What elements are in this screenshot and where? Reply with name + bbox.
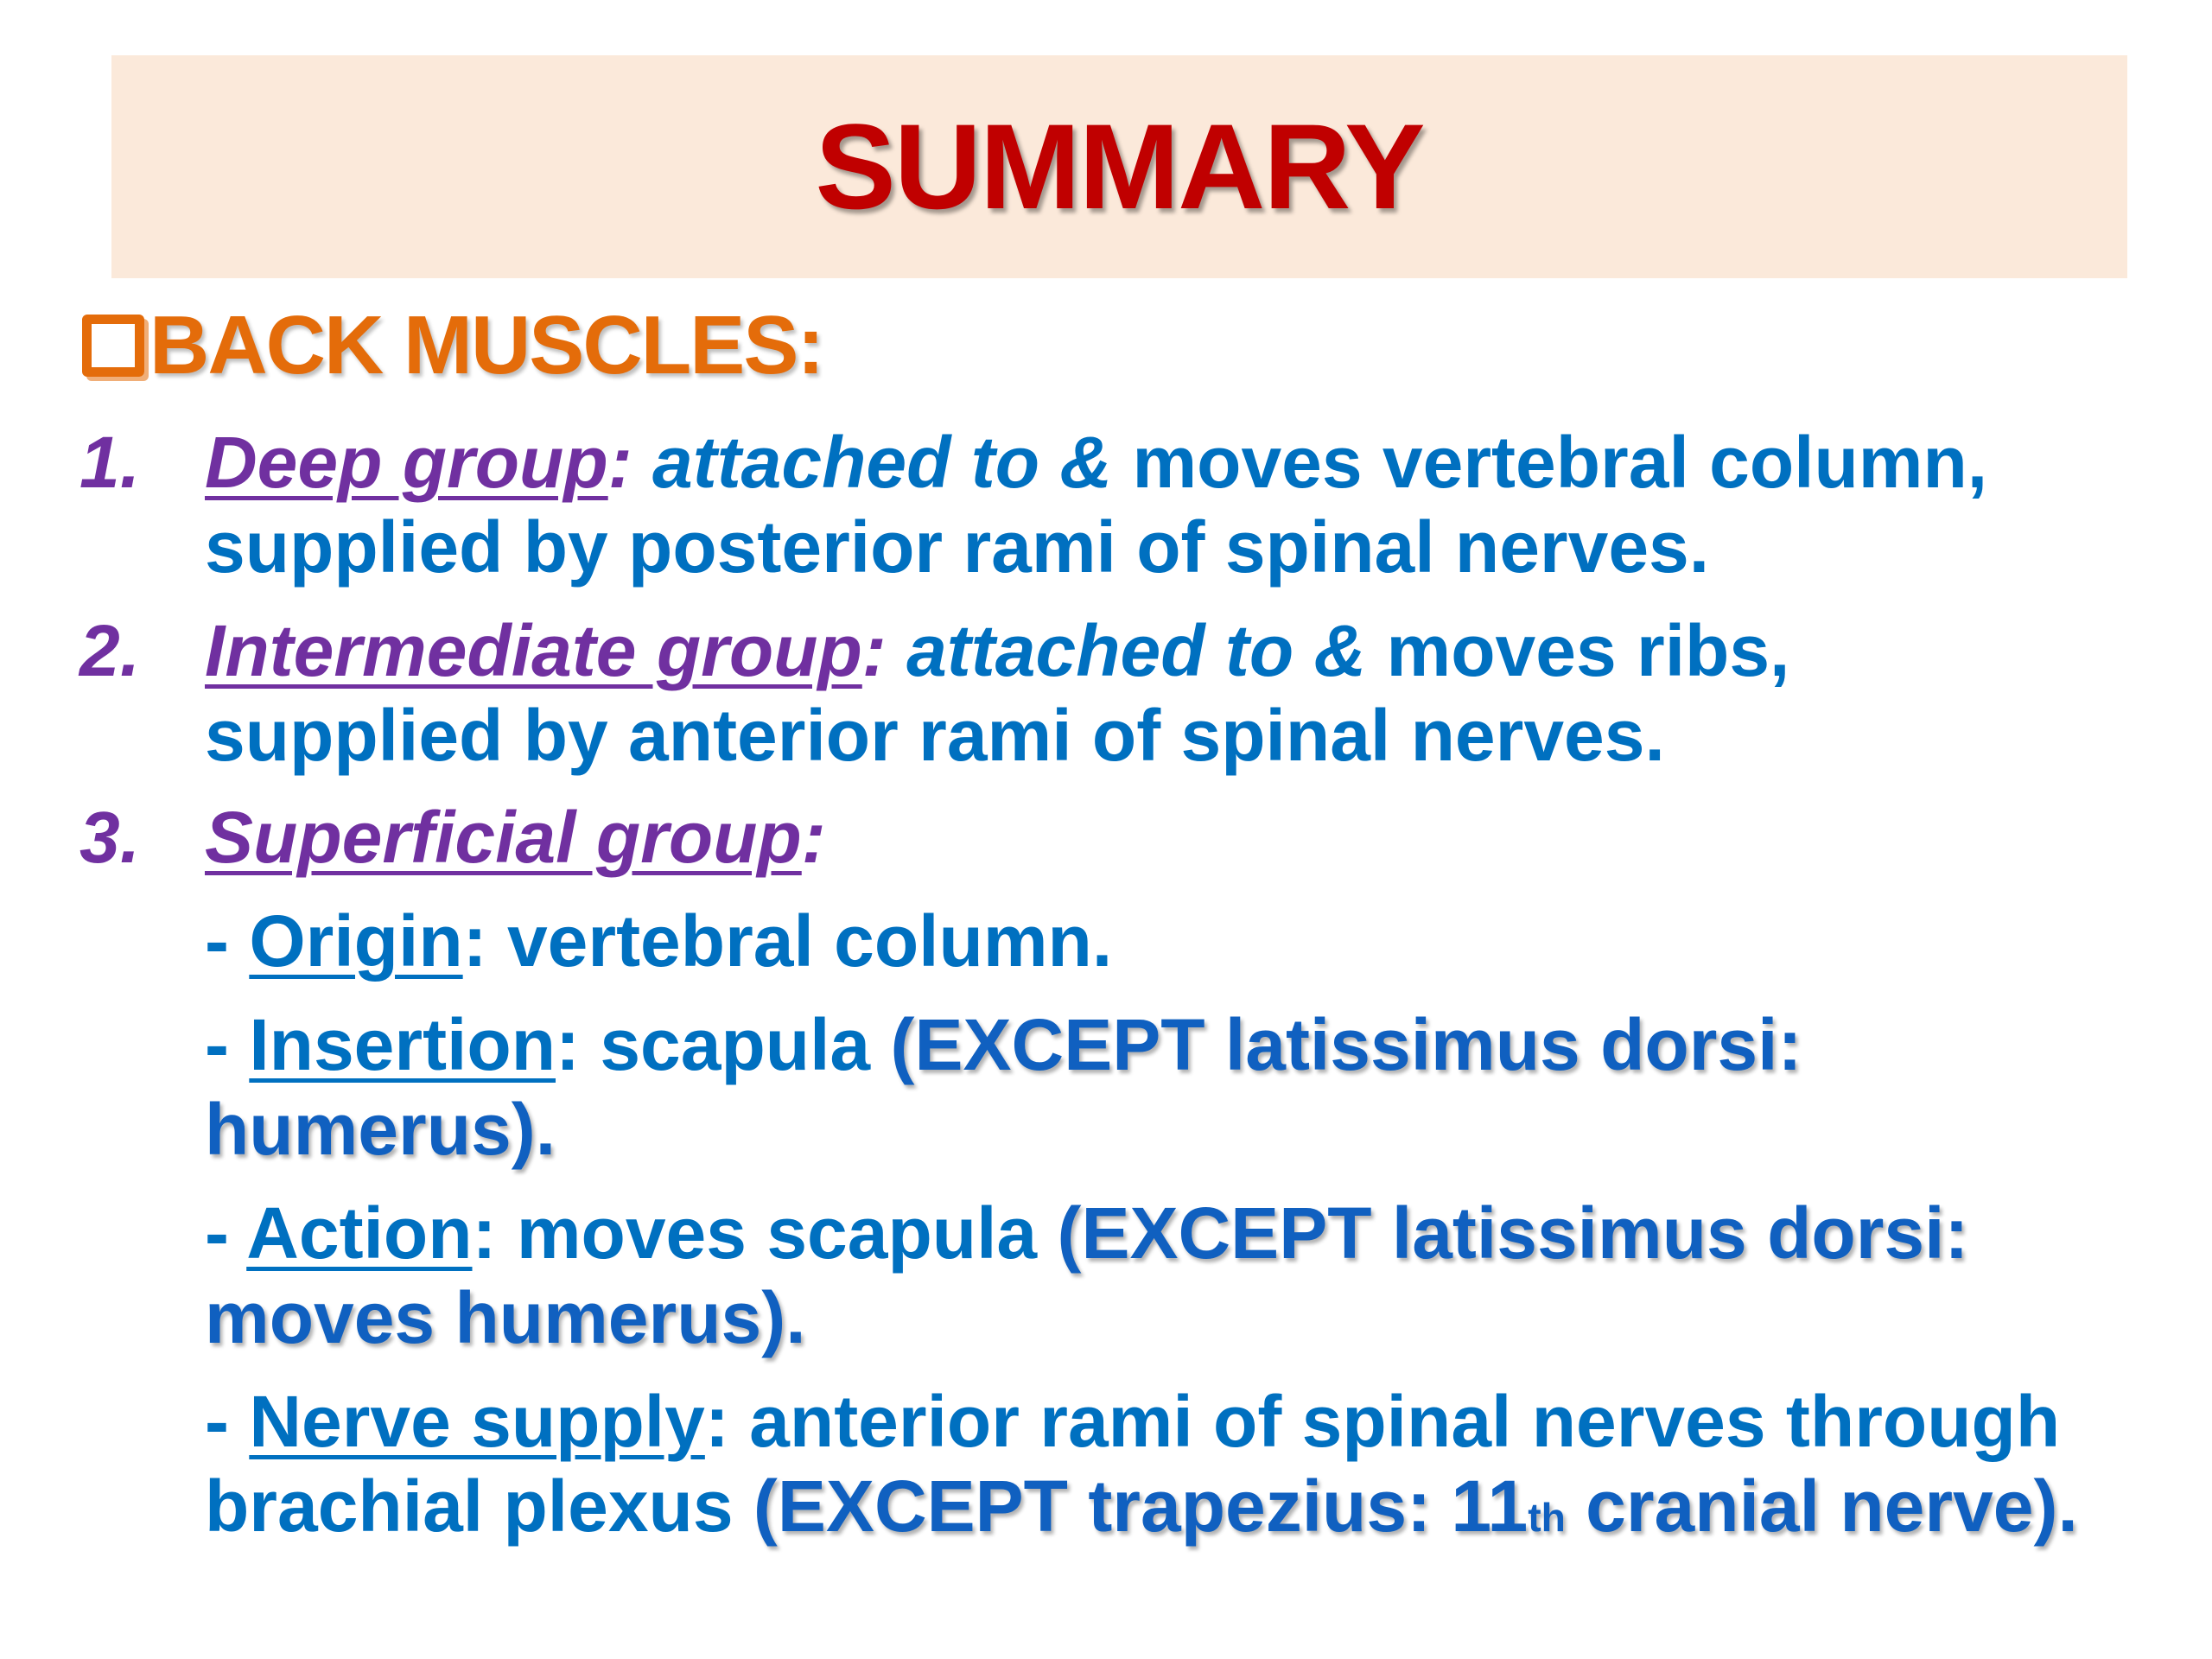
item-line-1 bbox=[205, 608, 2153, 693]
attached-text: attached to bbox=[652, 422, 1040, 503]
action-text: : moves scapula bbox=[472, 1192, 1058, 1274]
section-heading-text: BACK MUSCLES: bbox=[149, 299, 823, 391]
item-number: 1. bbox=[79, 422, 141, 503]
except-superscript: th bbox=[1528, 1495, 1566, 1540]
attached-text: attached to bbox=[906, 610, 1294, 691]
insertion-text: : scapula bbox=[556, 1004, 891, 1085]
action-except: (EXCEPT latissimus dorsi: bbox=[1057, 1192, 1969, 1274]
title-band bbox=[111, 55, 2127, 278]
group-name: Deep group bbox=[205, 422, 608, 503]
nerve-line-1 bbox=[205, 1379, 2192, 1464]
dash: - bbox=[205, 1004, 250, 1085]
item-number: 3. bbox=[79, 797, 141, 878]
checkbox-icon bbox=[82, 315, 144, 377]
item-body bbox=[205, 420, 2153, 589]
except-end: cranial nerve). bbox=[1565, 1465, 2078, 1547]
origin-text: : vertebral column. bbox=[462, 900, 1113, 982]
action-line-2: moves humerus). bbox=[205, 1277, 806, 1358]
nerve-line-2 bbox=[205, 1464, 2192, 1548]
group-colon: : bbox=[607, 422, 632, 503]
section-heading bbox=[82, 299, 823, 391]
dash: - bbox=[205, 1192, 247, 1274]
nerve-supply-text: : anterior rami of spinal nerves through bbox=[704, 1381, 2061, 1462]
action-line-1 bbox=[205, 1191, 2192, 1275]
item-line-2: supplied by posterior rami of spinal nerves. bbox=[205, 506, 1710, 588]
group-name: Intermediate group bbox=[205, 610, 862, 691]
slide-title: SUMMARY bbox=[815, 99, 1424, 234]
nerve-supply-text-2: brachial plexus bbox=[205, 1465, 753, 1547]
nerve-supply-except bbox=[753, 1465, 2078, 1547]
nerve-supply-block bbox=[205, 1379, 2192, 1548]
dash: - bbox=[205, 900, 250, 982]
item-body bbox=[205, 795, 2153, 880]
nerve-supply-label: Nerve supply bbox=[249, 1381, 705, 1462]
insertion-label: Insertion bbox=[249, 1004, 556, 1085]
origin-line bbox=[205, 899, 2192, 983]
insertion-line-2: humerus). bbox=[205, 1089, 556, 1170]
insertion-except: (EXCEPT latissimus dorsi: bbox=[890, 1004, 1802, 1085]
item-line-1 bbox=[205, 795, 2153, 880]
group-colon: : bbox=[861, 610, 887, 691]
item-number: 2. bbox=[79, 610, 141, 691]
action-block bbox=[205, 1191, 2192, 1360]
amp-text: & bbox=[1059, 422, 1113, 503]
except-start: (EXCEPT trapezius: 11 bbox=[753, 1465, 1529, 1547]
insertion-block bbox=[205, 1002, 2192, 1172]
group-name: Superficial group bbox=[205, 797, 802, 878]
group-colon: : bbox=[801, 797, 826, 878]
dash: - bbox=[205, 1381, 250, 1462]
item-line-2: supplied by anterior rami of spinal nerves. bbox=[205, 695, 1665, 776]
item-line-1 bbox=[205, 420, 2153, 505]
origin-label: Origin bbox=[249, 900, 463, 982]
rest-text: moves ribs, bbox=[1386, 610, 1790, 691]
insertion-line-1 bbox=[205, 1002, 2192, 1087]
action-label: Action bbox=[246, 1192, 473, 1274]
rest-text: moves vertebral column, bbox=[1132, 422, 1988, 503]
amp-text: & bbox=[1313, 610, 1367, 691]
item-body bbox=[205, 608, 2153, 778]
